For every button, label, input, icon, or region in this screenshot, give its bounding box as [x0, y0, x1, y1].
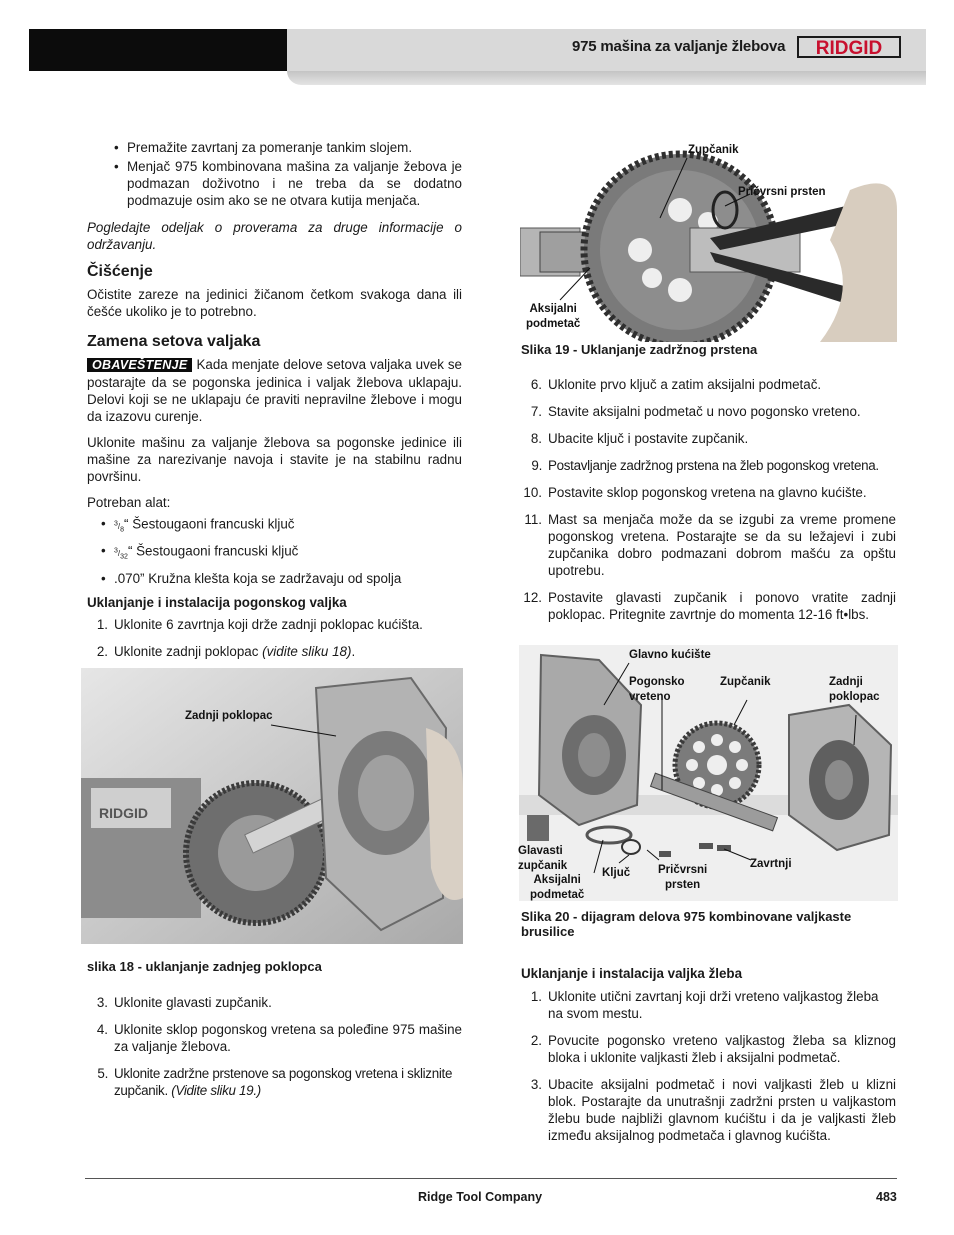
figure-20-label-pinion-gear: Glavasti zupčanik	[518, 845, 568, 872]
groove-roll-subheading: Uklanjanje i instalacija valjka žleba	[521, 966, 743, 981]
remove-machine-text: Uklonite mašinu za valjanje žlebova sa pogonske jedinice ili mašine za narezivanje navoja i stavite je na stabilnu radnu površinu.	[87, 435, 462, 484]
roll-replace-heading: Zamena setova valjaka	[87, 333, 261, 350]
ridgid-logo	[797, 36, 901, 58]
tool-item: • $^3/_8“$ Šestougaoni francuski ključ	[87, 515, 462, 538]
step-item: 9. Postavljanje zadržnog prstena na žleb pogonskog vretena.	[531, 458, 879, 473]
figure-19-label-thrust-washer: Aksijalni podmetač	[526, 303, 581, 330]
bullet-item: • Premažite zavrtanj za pomeranje tankim slojem.	[87, 139, 462, 156]
notice-paragraph: OBAVEŠTENJE Kada menjate delove setova valjaka uvek se postarajte da se pogonska jedinica i valjak žlebova uklapaju. Delovi koji se ne uklapaju će praviti nepravilne žlebove i mogu da izazovu curenje.	[87, 357, 462, 424]
step-item: 2. Povucite pogonsko vreteno valjkastog žleba sa kliznog bloka i uklonite valjkasti žleb i aksijalni podmetač.	[530, 1033, 896, 1065]
groove-roll-section	[521, 965, 896, 1144]
step-item: 12. Postavite glavasti zupčanik i ponovo vratite zadnji poklopac. Pritegnite zavrtnje do momenta 12-16 ft•lbs.	[523, 590, 896, 622]
maintenance-note: Pogledajte odeljak o proverama za druge informacije o održavanju.	[87, 220, 462, 252]
step-item: 7. Stavite aksijalni podmetač u novo pogonsko vreteno.	[530, 404, 861, 419]
ridgid-logo-text: RIDGID	[815, 38, 883, 58]
figure-19-caption: Slika 19 - Uklanjanje zadržnog prstena	[521, 342, 758, 357]
cleaning-heading: Čišćenje	[87, 263, 153, 280]
step-item: 1. Uklonite utični zavrtanj koji drži vreteno valjkastog žleba na svom mestu.	[530, 989, 879, 1021]
figure-20-label-gear: Zupčanik	[720, 676, 771, 688]
figure-19-label-gear: Zupčanik	[688, 144, 739, 156]
page-number: 483	[876, 1190, 897, 1204]
bullet-item: • Menjač 975 kombinovana mašina za valjanje žebova je podmazan doživotno i ne treba da se dodatno podmazuje osim ako se ne otvara kutija menjača.	[87, 158, 462, 209]
step-item: 4. Uklonite sklop pogonskog vretena sa poleđine 975 mašine za valjanje žlebova.	[96, 1022, 462, 1054]
figure-18-label-rear-cover: Zadnji poklopac	[185, 710, 273, 722]
figure-20-caption: Slika 20 - dijagram delova 975 kombinovane valjkaste brusilice	[521, 909, 852, 939]
footer-divider	[85, 1178, 897, 1179]
figure-20-label-drive-spindle: Pogonsko vreteno	[629, 676, 685, 703]
step-item: 2. Uklonite zadnji poklopac (vidite sliku 18).	[96, 643, 356, 659]
cleaning-text: Očistite zareze na jedinici žičanom četkom svakoga dana ili češće ukoliko je to potrebno.	[87, 287, 462, 319]
right-steps-list	[521, 376, 896, 623]
step-item: 6. Uklonite prvo ključ a zatim aksijalni podmetač.	[530, 377, 822, 392]
footer-company: Ridge Tool Company	[418, 1190, 543, 1204]
svg-text:RIDGID: RIDGID	[99, 805, 148, 821]
figure-18-caption: slika 18 - uklanjanje zadnjeg poklopca	[87, 959, 322, 974]
page-header-title: 975 mašina za valjanje žlebova	[572, 38, 786, 55]
step-item: 10. Postavite sklop pogonskog vretena na glavno kućište.	[523, 485, 867, 500]
notice-badge: OBAVEŠTENJE	[87, 358, 192, 372]
figure-20-label-screws: Zavrtnji	[750, 858, 792, 870]
tool-item: • .070” Kružna klešta koja se zadržavaju od spolja	[87, 570, 462, 587]
step-item: 11. Mast sa menjača može da se izgubi za vreme promene pogonskog vretena. Postarajte se da su ležajevi i zubi zupčanika dobro podmazani dobrom mašću za opštu upotrebu.	[524, 512, 896, 578]
step-item: 3. Ubacite aksijalni podmetač i novi valjkasti žleb u klizni blok. Postarajte da unutrašnji zadržni prsten u valjkastom žlebu bude najbliži glavnom kućištu i da je valjkasti žleb između aksijalnog podmetača i glavnog kućišta.	[530, 1077, 896, 1143]
figure-20-label-thrust-washer: Aksijalni podmetač	[530, 874, 585, 901]
step-item: 5. Uklonite zadržne prstenove sa pogonskog vretena i skliznite zupčanik. (Vidite sliku 19.)	[97, 1066, 453, 1098]
figure-20-label-key: Ključ	[602, 867, 631, 879]
step-item: 8. Ubacite ključ i postavite zupčanik.	[530, 431, 749, 446]
figure-20-label-rear-cover: Zadnji poklopac	[829, 676, 880, 703]
tool-item: • $^3/_{32}“$ Šestougaoni francuski ključ	[87, 542, 462, 565]
figure-19-label-retaining-ring: Pričvrsni prsten	[738, 186, 826, 198]
header-gray-shadow	[287, 71, 926, 85]
drive-roll-subheading: Uklanjanje i instalacija pogonskog valjka	[87, 594, 347, 610]
left-column	[87, 139, 462, 660]
step-item: 3. Uklonite glavasti zupčanik.	[96, 995, 272, 1010]
header-black-bar	[29, 29, 287, 71]
tools-label: Potreban alat:	[87, 495, 171, 510]
step-item: 1. Uklonite 6 zavrtnja koji drže zadnji poklopac kućišta.	[96, 616, 423, 632]
figure-20-label-main-housing: Glavno kućište	[629, 649, 711, 661]
figure-20-label-retaining-ring: Pričvrsni prsten	[658, 864, 708, 891]
